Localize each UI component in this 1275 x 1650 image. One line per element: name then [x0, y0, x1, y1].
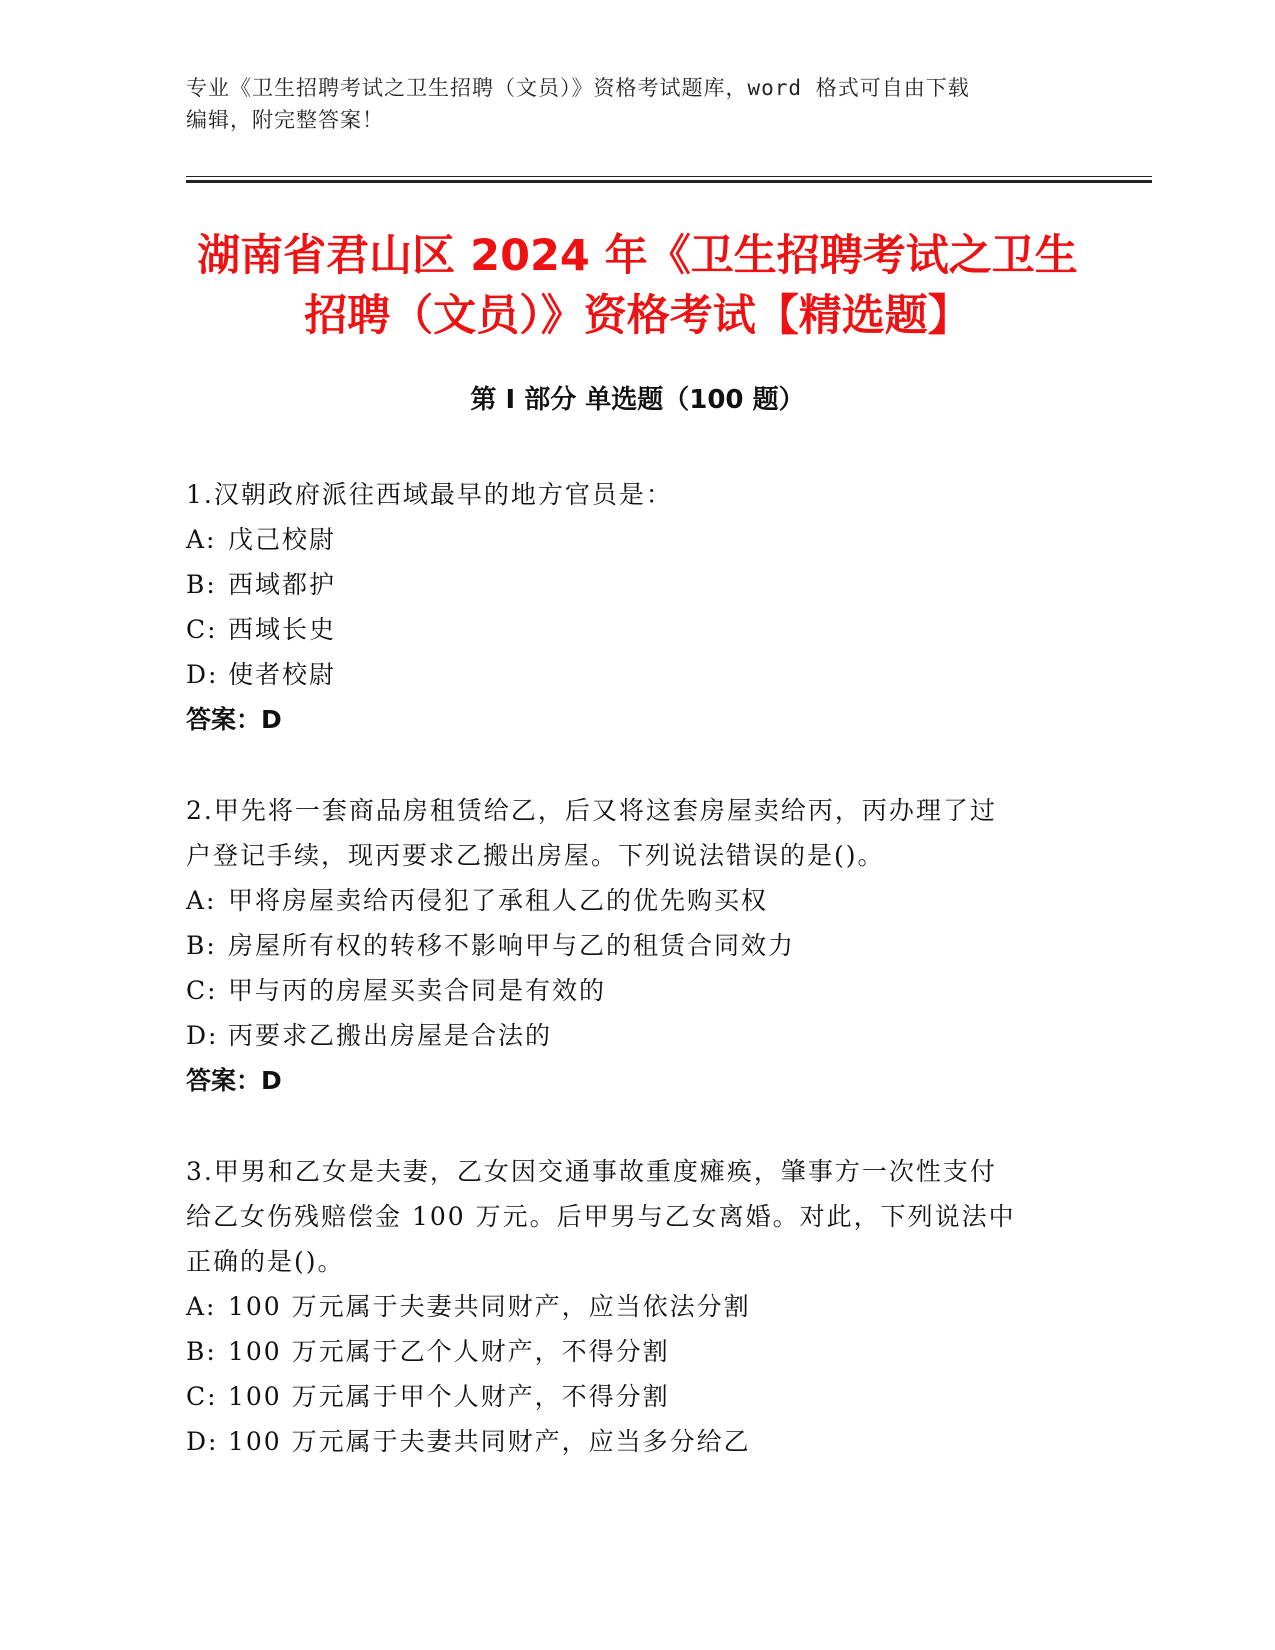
header-note-line: 编辑，附完整答案！ — [186, 108, 384, 132]
option-c — [186, 607, 1056, 652]
option-text: 房屋所有权的转移不影响甲与乙的租赁合同效力 — [228, 931, 796, 960]
option-text: 西域长史 — [228, 615, 337, 644]
option-key: B: — [186, 931, 217, 960]
option-text: 100 万元属于夫妻共同财产，应当依法分割 — [228, 1292, 751, 1321]
option-d — [186, 652, 1056, 697]
question-stem: 3.甲男和乙女是夫妻，乙女因交通事故重度瘫痪，肇事方一次性支付 — [186, 1157, 997, 1186]
option-c — [186, 968, 1056, 1013]
option-text: 甲与丙的房屋买卖合同是有效的 — [228, 976, 607, 1005]
option-key: C: — [186, 615, 218, 644]
question-stem: 给乙女伤残赔偿金 100 万元。后甲男与乙女离婚。对此，下列说法中 — [186, 1202, 1016, 1231]
question-3 — [186, 1149, 1056, 1464]
option-key: B: — [186, 570, 217, 599]
option-b — [186, 562, 1056, 607]
question-1 — [186, 472, 1056, 742]
option-b — [186, 1329, 1056, 1374]
option-key: D: — [186, 660, 219, 689]
section-title: 第 I 部分 单选题（100 题） — [470, 385, 805, 415]
option-key: A: — [186, 1292, 217, 1321]
header-note — [186, 72, 1086, 136]
document-title — [150, 226, 1125, 346]
option-text: 丙要求乙搬出房屋是合法的 — [228, 1021, 553, 1050]
option-a — [186, 517, 1056, 562]
option-key: A: — [186, 525, 217, 554]
answer: 答案：D — [186, 705, 282, 734]
question-stem: 2.甲先将一套商品房租赁给乙，后又将这套房屋卖给丙，丙办理了过 — [186, 796, 997, 825]
header-divider-thin — [186, 176, 1152, 177]
header-note-line: 专业《卫生招聘考试之卫生招聘（文员）》资格考试题库，word 格式可自由下载 — [186, 76, 970, 100]
option-a — [186, 1284, 1056, 1329]
option-key: C: — [186, 976, 218, 1005]
option-text: 甲将房屋卖给丙侵犯了承租人乙的优先购买权 — [228, 886, 769, 915]
answer: 答案：D — [186, 1066, 282, 1095]
question-stem: 1.汉朝政府派往西域最早的地方官员是： — [186, 480, 673, 509]
option-key: A: — [186, 886, 217, 915]
option-text: 100 万元属于乙个人财产，不得分割 — [228, 1337, 670, 1366]
header-divider-thick — [186, 180, 1152, 183]
question-stem: 正确的是()。 — [186, 1247, 345, 1276]
question-stem: 户登记手续，现丙要求乙搬出房屋。下列说法错误的是()。 — [186, 841, 885, 870]
option-d — [186, 1013, 1056, 1058]
document-title-line: 招聘（文员）》资格考试【精选题】 — [304, 291, 971, 341]
option-key: D: — [186, 1427, 219, 1456]
question-2 — [186, 788, 1056, 1103]
option-text: 100 万元属于甲个人财产，不得分割 — [228, 1382, 670, 1411]
option-text: 使者校尉 — [228, 660, 337, 689]
option-key: C: — [186, 1382, 218, 1411]
option-text: 戊己校尉 — [228, 525, 337, 554]
option-key: D: — [186, 1021, 219, 1050]
option-d — [186, 1419, 1056, 1464]
option-c — [186, 1374, 1056, 1419]
document-title-line: 湖南省君山区 2024 年《卫生招聘考试之卫生 — [197, 231, 1078, 281]
option-text: 西域都护 — [228, 570, 337, 599]
option-text: 100 万元属于夫妻共同财产，应当多分给乙 — [228, 1427, 751, 1456]
option-key: B: — [186, 1337, 217, 1366]
option-b — [186, 923, 1056, 968]
option-a — [186, 878, 1056, 923]
